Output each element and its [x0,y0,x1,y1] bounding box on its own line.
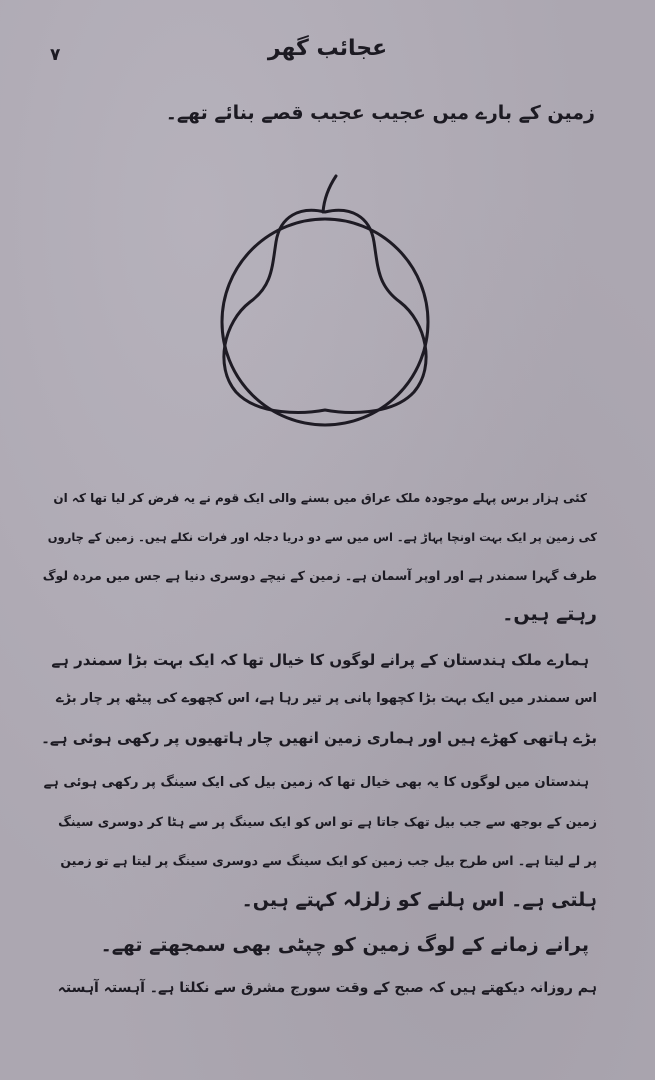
pear-outline [224,210,426,412]
circle-outline [222,219,428,425]
text-line: کئی ہزار برس پہلے موجودہ ملک عراق میں بسنے والی ایک قوم نے یہ فرض کر لیا تھا کہ ان [53,491,587,505]
text-line: طرف گہرا سمندر ہے اور اوپر آسمان ہے۔ زمین کے نیچے دوسری دنیا ہے جس میں مردہ لوگ [42,568,597,583]
page-number: ۷ [50,45,61,65]
text-line: ہلتی ہے۔ اس ہلنے کو زلزلہ کہتے ہیں۔ [241,889,597,911]
text-line: کی زمین پر ایک بہت اونچا پہاڑ ہے۔ اس میں سے دو دریا دجلہ اور فرات نکلے ہیں۔ زمین کے چاروں [47,530,597,544]
text-line: ہمارے ملک ہندستان کے پرانے لوگوں کا خیال تھا کہ ایک بہت بڑا سمندر ہے [51,651,589,669]
text-line: بڑے ہاتھی کھڑے ہیں اور ہماری زمین انھیں چار ہاتھیوں پر رکھی ہوئی ہے۔ [41,729,597,747]
text-line: اس سمندر میں ایک بہت بڑا کچھوا پانی پر تیر رہا ہے، اس کچھوے کی پیٹھ پر چار بڑے [56,691,597,706]
text-line: ہم روزانہ دیکھتے ہیں کہ صبح کے وقت سورج مشرق سے نکلتا ہے۔ آہستہ آہستہ [57,980,597,996]
pear-stem [323,176,336,212]
text-line: پرانے زمانے کے لوگ زمین کو چپٹی بھی سمجھتے تھے۔ [100,934,589,956]
text-line: ہندستان میں لوگوں کا یہ بھی خیال تھا کہ زمین بیل کی ایک سینگ پر رکھی ہوئی ہے [43,775,589,790]
pear-shaped-earth-illustration [200,170,450,430]
text-line: زمین کے بوجھ سے جب بیل تھک جاتا ہے تو اس کو ایک سینگ پر سے ہٹا کر دوسری سینگ [58,814,597,829]
text-line: زمین کے بارے میں عجیب عجیب قصے بنائے تھے۔ [165,102,595,124]
text-line: رہتے ہیں۔ [502,603,597,625]
text-line: پر لے لیتا ہے۔ اس طرح بیل جب زمین کو ایک سینگ سے دوسری سینگ پر لیتا ہے تو زمین [60,853,597,868]
running-header: عجائب گھر [267,36,388,61]
